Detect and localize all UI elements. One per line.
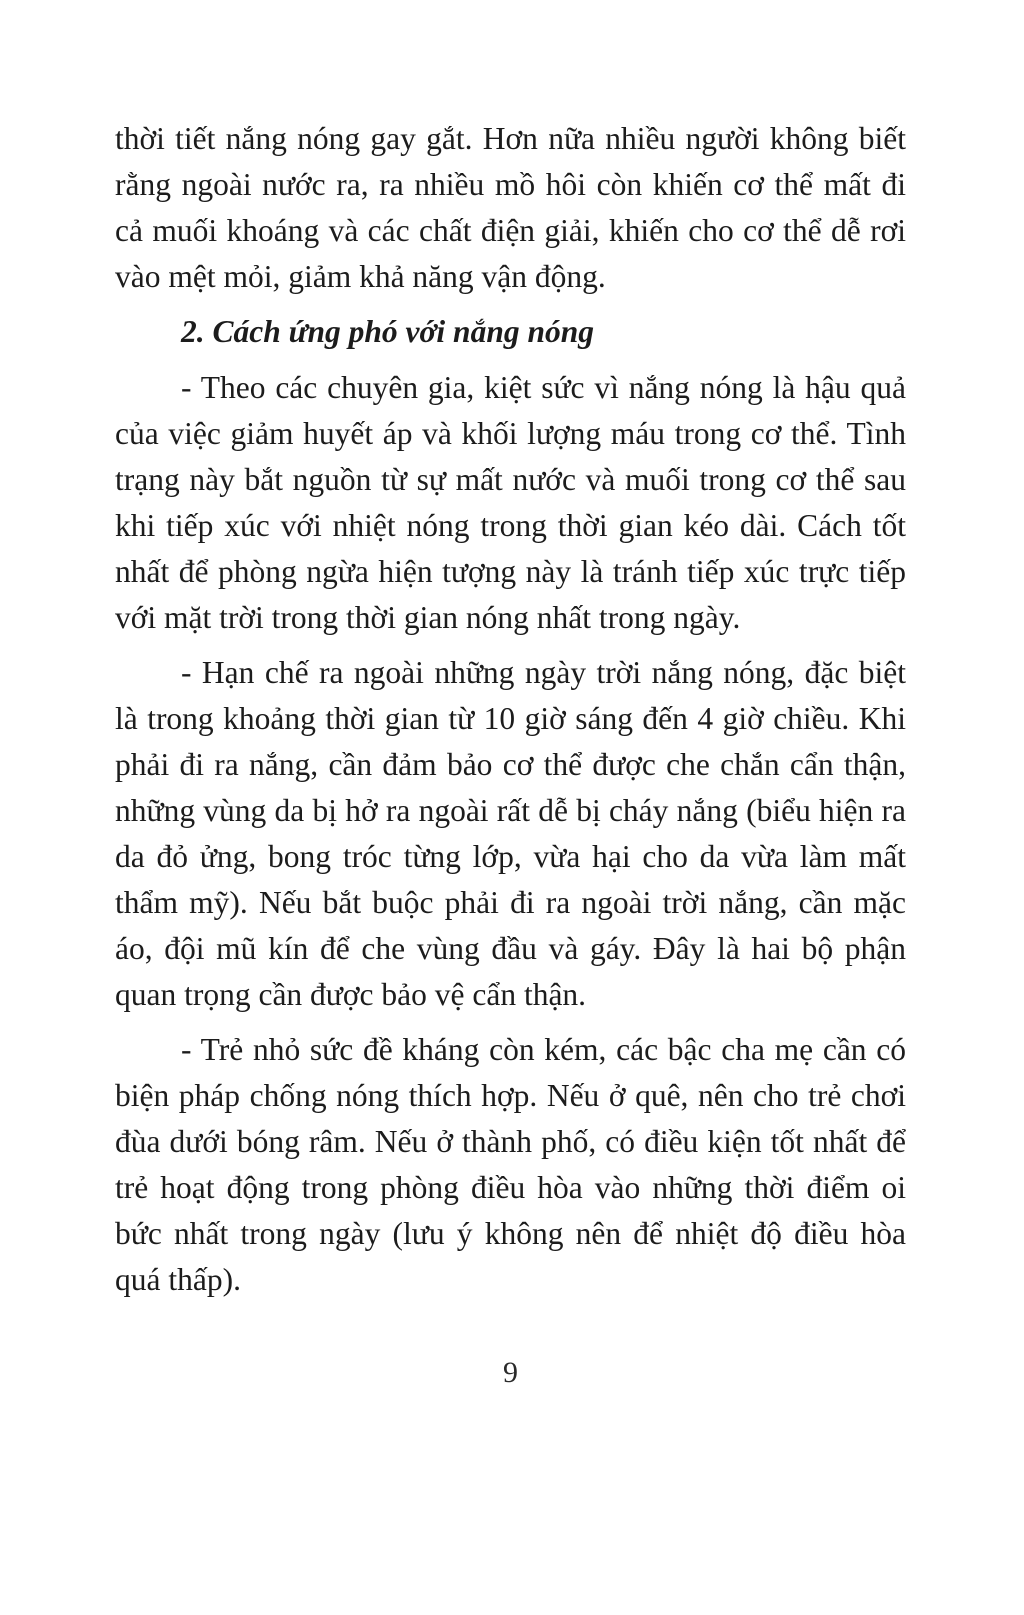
body-paragraph: - Theo các chuyên gia, kiệt sức vì nắng nóng là hậu quả của việc giảm huyết áp và khối lượng máu trong cơ thể. Tình trạng này bắt nguồn từ sự mất nước và muối trong cơ thể sau khi tiếp xúc với nhiệt nóng trong thời gian kéo dài. Cách tốt nhất để phòng ngừa hiện tượng này là tránh tiếp xúc trực tiếp với mặt trời trong thời gian nóng nhất trong ngày.	[115, 370, 906, 635]
body-paragraph: - Trẻ nhỏ sức đề kháng còn kém, các bậc cha mẹ cần có biện pháp chống nóng thích hợp. Nếu ở quê, nên cho trẻ chơi đùa dưới bóng râm. Nếu ở thành phố, có điều kiện tốt nhất để trẻ hoạt động trong phòng điều hòa vào những thời điểm oi bức nhất trong ngày (lưu ý không nên để nhiệt độ điều hòa quá thấp).	[115, 1032, 906, 1297]
page-footer	[115, 1355, 906, 1391]
page-number: 9	[503, 1356, 518, 1389]
body-paragraph: - Hạn chế ra ngoài những ngày trời nắng nóng, đặc biệt là trong khoảng thời gian từ 10 giờ sáng đến 4 giờ chiều. Khi phải đi ra nắng, cần đảm bảo cơ thể được che chắn cẩn thận, những vùng da bị hở ra ngoài rất dễ bị cháy nắng (biểu hiện ra da đỏ ửng, bong tróc từng lớp, vừa hại cho da vừa làm mất thẩm mỹ). Nếu bắt buộc phải đi ra ngoài trời nắng, cần mặc áo, đội mũ kín để che vùng đầu và gáy. Đây là hai bộ phận quan trọng cần được bảo vệ cẩn thận.	[115, 655, 906, 1012]
page-text-block	[115, 116, 906, 1303]
body-paragraph: thời tiết nắng nóng gay gắt. Hơn nữa nhiều người không biết rằng ngoài nước ra, ra nhiều mồ hôi còn khiến cơ thể mất đi cả muối khoáng và các chất điện giải, khiến cho cơ thể dễ rơi vào mệt mỏi, giảm khả năng vận động.	[115, 121, 906, 294]
section-heading: 2. Cách ứng phó với nắng nóng	[181, 314, 595, 349]
